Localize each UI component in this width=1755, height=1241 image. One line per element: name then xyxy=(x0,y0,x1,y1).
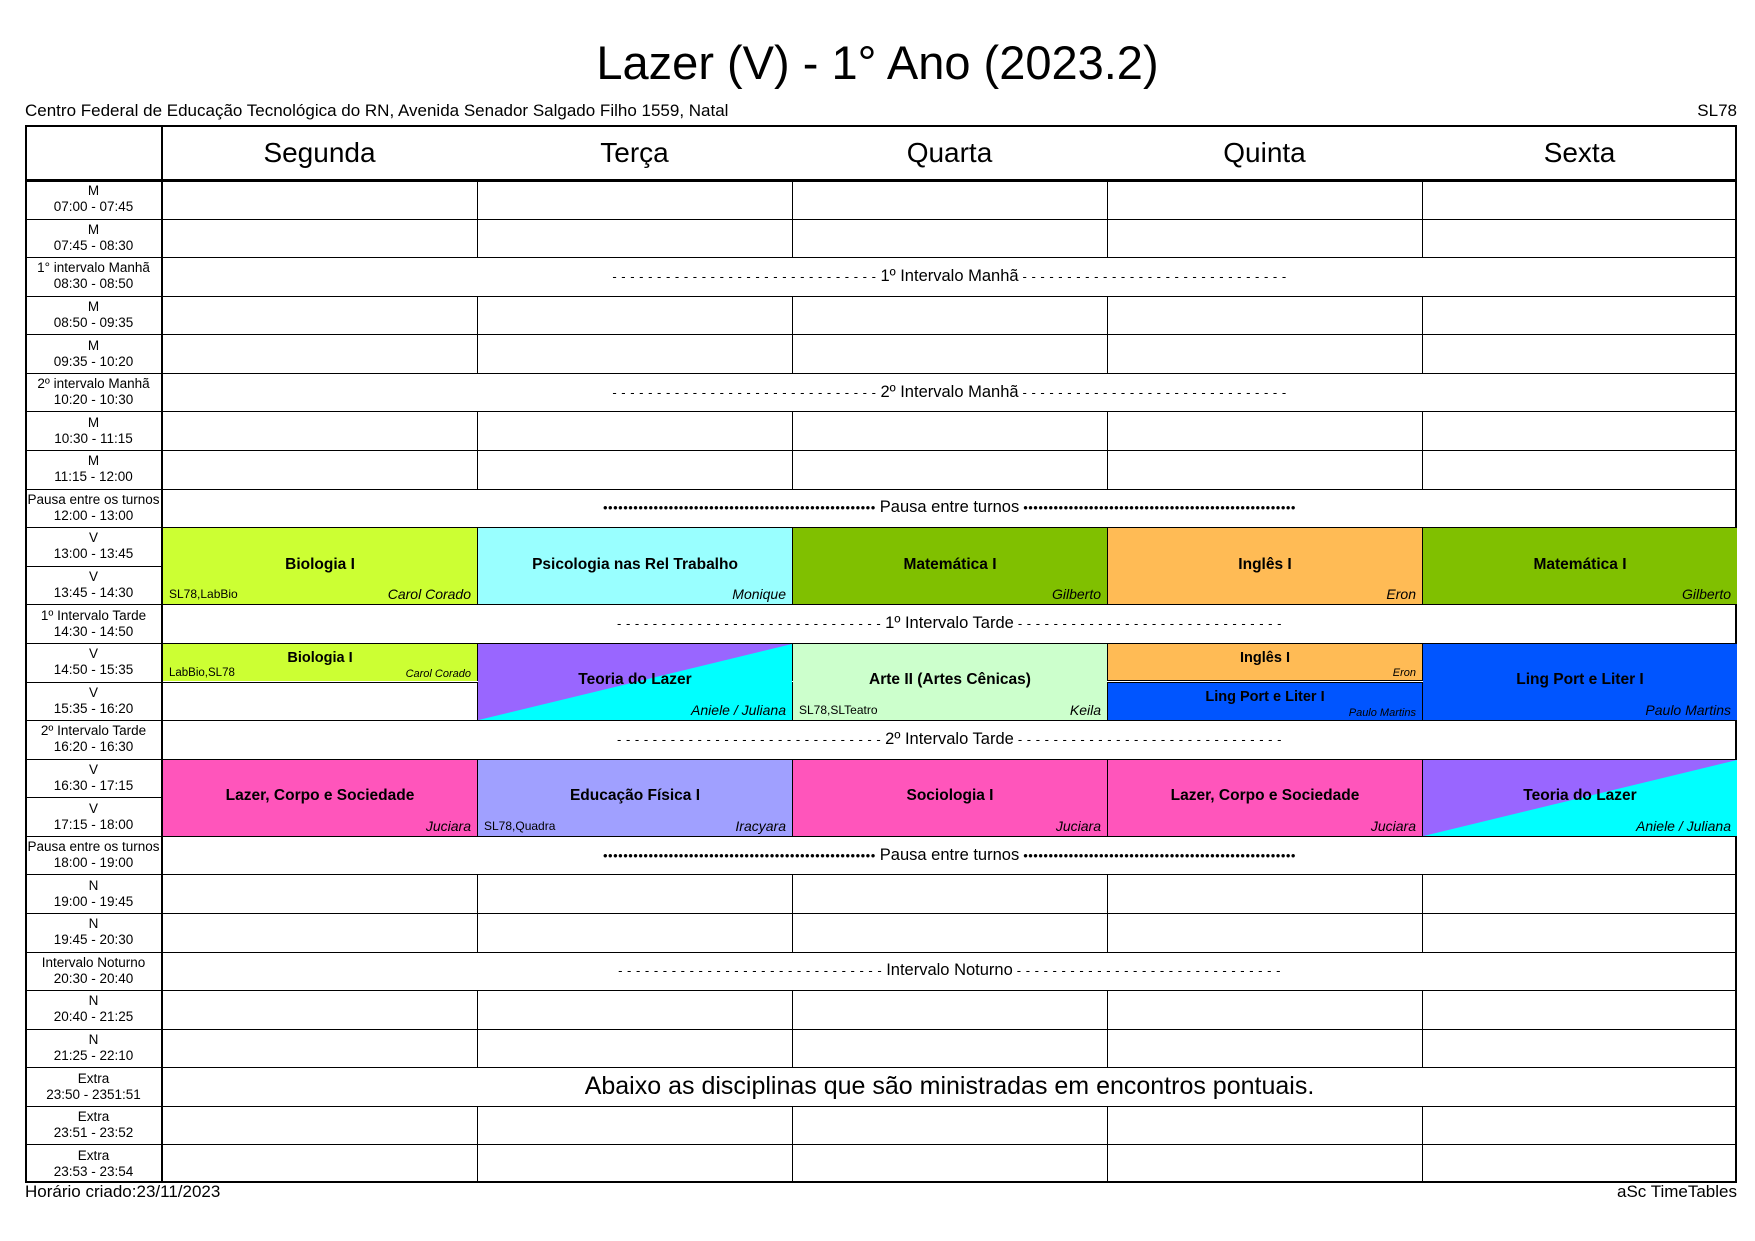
day-divider xyxy=(792,1106,793,1145)
period-name: V xyxy=(88,569,98,585)
period-label xyxy=(25,1144,162,1183)
break-filler: - - - - - - - - - - - - - - - - - - - - - - - - - - - - - - xyxy=(618,963,883,979)
lesson-arte-ii-artes-cenicas[interactable] xyxy=(793,644,1107,720)
break-filler: - - - - - - - - - - - - - - - - - - - - - - - - - - - - - - xyxy=(1022,384,1287,400)
break-filler: •••••••••••••••••••••••••••••••••••••••••••••••••••••• xyxy=(603,847,876,863)
day-divider xyxy=(1107,874,1108,913)
period-label xyxy=(25,450,162,489)
day-divider xyxy=(1422,1029,1423,1068)
created-date: Horário criado:23/11/2023 xyxy=(25,1182,221,1201)
period-label xyxy=(25,643,162,682)
lesson-teacher: Juciara xyxy=(1055,817,1101,834)
period-time: 11:15 - 12:00 xyxy=(54,469,133,485)
day-divider xyxy=(1422,913,1423,952)
period-time: 23:53 - 23:54 xyxy=(53,1163,134,1179)
period-label xyxy=(25,1029,162,1068)
period-time: 23:51 - 23:52 xyxy=(53,1125,134,1141)
break-row-1-intervalo-manha xyxy=(162,257,1737,296)
period-time: 10:30 - 11:15 xyxy=(54,430,133,446)
period-name: Pausa entre os turnos xyxy=(27,491,160,507)
day-divider xyxy=(1107,296,1108,335)
period-name: M xyxy=(87,337,100,353)
day-divider xyxy=(792,180,793,219)
period-label xyxy=(25,257,162,296)
lesson-teacher: Carol Corado xyxy=(405,668,471,681)
day-divider xyxy=(792,219,793,258)
page-title: Lazer (V) - 1° Ano (2023.2) xyxy=(596,36,1159,89)
break-filler: - - - - - - - - - - - - - - - - - - - - - - - - - - - - - - xyxy=(1017,616,1282,632)
break-filler: •••••••••••••••••••••••••••••••••••••••••••••••••••••• xyxy=(603,500,876,516)
lesson-subject: Lazer, Corpo e Sociedade xyxy=(225,787,415,805)
period-label xyxy=(25,566,162,605)
day-divider xyxy=(477,334,478,373)
period-name: M xyxy=(87,414,100,430)
period-time: 10:20 - 10:30 xyxy=(53,392,134,408)
lesson-teacher: Gilberto xyxy=(1681,586,1731,603)
lesson-subject: Lazer, Corpo e Sociedade xyxy=(1170,787,1360,805)
lesson-teacher: Aniele / Juliana xyxy=(1636,817,1731,834)
day-divider xyxy=(1422,296,1423,335)
period-time: 07:00 - 07:45 xyxy=(53,199,134,215)
period-name: Pausa entre os turnos xyxy=(27,839,160,855)
break-label: Abaixo as disciplinas que são ministradas em encontros pontuais. xyxy=(584,1072,1315,1101)
row-divider xyxy=(25,990,1737,991)
lesson-teoria-do-lazer[interactable] xyxy=(1423,760,1737,836)
day-divider xyxy=(1107,1144,1108,1183)
day-divider xyxy=(1107,180,1108,219)
day-divider xyxy=(1107,219,1108,258)
row-divider xyxy=(25,219,1737,220)
lesson-subject: Psicologia nas Rel Trabalho xyxy=(532,555,738,573)
break-label: 2º Intervalo Tarde xyxy=(885,729,1014,748)
day-divider xyxy=(477,1144,478,1183)
row-divider xyxy=(25,296,1737,297)
lesson-teacher: Iracyara xyxy=(735,817,786,834)
break-row-pausa-entre-turnos xyxy=(162,836,1737,875)
day-divider xyxy=(792,1029,793,1068)
lesson-psicologia-nas-rel-trabalho[interactable] xyxy=(478,528,792,604)
break-filler: - - - - - - - - - - - - - - - - - - - - - - - - - - - - - - xyxy=(1016,963,1281,979)
break-row-intervalo-noturno xyxy=(162,952,1737,991)
day-divider xyxy=(1107,913,1108,952)
period-label xyxy=(25,952,162,991)
period-label xyxy=(25,527,162,566)
lesson-subject: Teoria do Lazer xyxy=(1523,787,1637,805)
period-name: N xyxy=(88,1031,99,1047)
day-divider xyxy=(1422,990,1423,1029)
day-divider xyxy=(1107,1029,1108,1068)
break-label: Pausa entre turnos xyxy=(879,845,1020,864)
day-divider xyxy=(1422,219,1423,258)
period-name: V xyxy=(88,646,98,662)
period-label xyxy=(25,296,162,335)
period-time: 20:30 - 20:40 xyxy=(53,970,134,986)
day-divider xyxy=(477,1029,478,1068)
day-divider xyxy=(477,180,478,219)
break-label: Intervalo Noturno xyxy=(886,961,1013,980)
period-time: 14:30 - 14:50 xyxy=(53,623,134,639)
lesson-subject: Matemática I xyxy=(1533,555,1627,573)
break-filler: - - - - - - - - - - - - - - - - - - - - - - - - - - - - - - xyxy=(617,616,882,632)
period-name: Extra xyxy=(77,1109,110,1125)
timetable-grid xyxy=(25,125,1737,1183)
lesson-teacher: Monique xyxy=(732,586,786,603)
institution-address: Centro Federal de Educação Tecnológica do RN, Avenida Senador Salgado Filho 1559, Natal xyxy=(25,101,729,120)
period-time: 08:50 - 09:35 xyxy=(53,315,134,330)
day-divider xyxy=(1107,450,1108,489)
day-divider xyxy=(477,450,478,489)
period-name: M xyxy=(87,453,100,469)
period-label xyxy=(25,219,162,258)
period-time: 16:30 - 17:15 xyxy=(53,777,134,793)
break-label: 1º Intervalo Tarde xyxy=(885,614,1014,633)
day-divider xyxy=(1107,990,1108,1029)
break-row-1-intervalo-tarde xyxy=(162,604,1737,643)
break-row-abaixo-as-disciplinas-que-sao-ministradas-em-encontros-pontuais xyxy=(162,1067,1737,1106)
lesson-teacher: Aniele / Juliana xyxy=(691,702,786,719)
break-filler: - - - - - - - - - - - - - - - - - - - - - - - - - - - - - - xyxy=(1017,731,1282,747)
period-time: 19:00 - 19:45 xyxy=(53,893,134,909)
software-credit: aSc TimeTables xyxy=(1617,1182,1737,1201)
period-name: V xyxy=(88,684,98,700)
period-name: M xyxy=(87,183,100,199)
lesson-lazer-corpo-e-sociedade[interactable] xyxy=(163,760,477,836)
day-divider xyxy=(792,296,793,335)
period-name: Intervalo Noturno xyxy=(41,954,146,970)
day-header-quarta: Quarta xyxy=(906,136,993,168)
period-time: 09:35 - 10:20 xyxy=(53,353,134,369)
period-label xyxy=(25,373,162,412)
period-name: N xyxy=(88,993,99,1009)
break-label: 1º Intervalo Manhã xyxy=(880,266,1019,285)
period-time: 21:25 - 22:10 xyxy=(53,1047,134,1063)
lesson-biologia-i[interactable] xyxy=(163,644,477,682)
day-divider xyxy=(1422,450,1423,489)
lesson-room: SL78,SLTeatro xyxy=(799,703,878,718)
lesson-teacher: Eron xyxy=(1386,586,1416,603)
lesson-teacher: Keila xyxy=(1069,702,1101,719)
period-name: 2º intervalo Manhã xyxy=(37,376,150,392)
day-header-terca: Terça xyxy=(600,136,669,168)
break-filler: •••••••••••••••••••••••••••••••••••••••••••••••••••••• xyxy=(1023,847,1296,863)
row-divider xyxy=(25,1029,1737,1030)
day-divider xyxy=(477,874,478,913)
period-label xyxy=(25,489,162,528)
period-label xyxy=(25,1106,162,1145)
period-label xyxy=(25,836,162,875)
day-divider xyxy=(1107,411,1108,450)
period-time: 07:45 - 08:30 xyxy=(53,237,134,253)
lesson-teoria-do-lazer[interactable] xyxy=(478,644,792,720)
period-time: 23:50 - 2351:51 xyxy=(46,1086,141,1102)
lesson-teacher: Carol Corado xyxy=(387,586,471,603)
period-name: V xyxy=(88,530,98,546)
break-filler: - - - - - - - - - - - - - - - - - - - - - - - - - - - - - - xyxy=(612,384,877,400)
lesson-ingles-i[interactable] xyxy=(1108,528,1422,604)
period-time: 13:45 - 14:30 xyxy=(53,585,134,601)
period-label xyxy=(25,720,162,759)
lesson-room: SL78,LabBio xyxy=(169,587,238,602)
period-label xyxy=(25,334,162,373)
day-divider xyxy=(792,990,793,1029)
row-divider xyxy=(25,913,1737,914)
period-time: 20:40 - 21:25 xyxy=(53,1009,134,1025)
lesson-subject: Biologia I xyxy=(287,649,353,666)
period-time: 13:00 - 13:45 xyxy=(53,546,134,562)
day-divider xyxy=(792,874,793,913)
period-name: N xyxy=(88,916,99,932)
lesson-teacher: Paulo Martins xyxy=(1645,702,1731,719)
day-divider xyxy=(1422,411,1423,450)
break-row-2-intervalo-manha xyxy=(162,373,1737,412)
break-filler: - - - - - - - - - - - - - - - - - - - - - - - - - - - - - - xyxy=(617,731,882,747)
lesson-ingles-i[interactable] xyxy=(1108,644,1422,682)
period-label xyxy=(25,682,162,721)
period-name: V xyxy=(88,800,98,816)
lesson-educacao-fisica-i[interactable] xyxy=(478,760,792,836)
period-time: 17:15 - 18:00 xyxy=(53,816,134,832)
period-time: 08:30 - 08:50 xyxy=(53,276,134,292)
row-divider xyxy=(25,874,1737,875)
period-name: M xyxy=(87,299,100,314)
break-filler: - - - - - - - - - - - - - - - - - - - - - - - - - - - - - - xyxy=(612,268,877,284)
period-time: 18:00 - 19:00 xyxy=(53,855,134,871)
lesson-matematica-i[interactable] xyxy=(793,528,1107,604)
lesson-subject: Matemática I xyxy=(903,555,997,573)
period-label xyxy=(25,180,162,219)
period-label xyxy=(25,990,162,1029)
day-divider xyxy=(1422,1144,1423,1183)
lesson-subject: Biologia I xyxy=(285,555,355,573)
day-divider xyxy=(477,913,478,952)
lesson-ling-port-e-liter-i[interactable] xyxy=(1423,644,1737,720)
period-label xyxy=(25,1067,162,1106)
day-divider xyxy=(792,450,793,489)
period-label xyxy=(25,411,162,450)
room-code: SL78 xyxy=(1697,101,1737,120)
lesson-teacher: Gilberto xyxy=(1051,586,1101,603)
period-label xyxy=(25,604,162,643)
day-divider xyxy=(477,990,478,1029)
day-divider xyxy=(1422,180,1423,219)
period-label xyxy=(25,759,162,798)
break-label: Pausa entre turnos xyxy=(879,498,1020,517)
lesson-subject: Educação Física I xyxy=(569,787,701,805)
lesson-subject: Ling Port e Liter I xyxy=(1516,671,1644,689)
period-name: 2º Intervalo Tarde xyxy=(40,723,147,739)
lesson-teacher: Juciara xyxy=(425,817,471,834)
day-divider xyxy=(1422,334,1423,373)
day-divider xyxy=(477,1106,478,1145)
period-name: Extra xyxy=(77,1147,110,1163)
break-label: 2º Intervalo Manhã xyxy=(880,382,1019,401)
period-name: Extra xyxy=(77,1070,110,1086)
lesson-biologia-i[interactable] xyxy=(163,528,477,604)
day-divider xyxy=(477,296,478,335)
period-name: V xyxy=(88,761,98,777)
day-divider xyxy=(477,219,478,258)
day-header-sexta: Sexta xyxy=(1543,136,1616,168)
period-time: 12:00 - 13:00 xyxy=(53,507,134,523)
day-divider xyxy=(792,913,793,952)
break-filler: - - - - - - - - - - - - - - - - - - - - - - - - - - - - - - xyxy=(1022,268,1287,284)
day-divider xyxy=(1422,874,1423,913)
row-divider xyxy=(25,334,1737,335)
period-time: 15:35 - 16:20 xyxy=(53,700,134,716)
period-time: 19:45 - 20:30 xyxy=(53,932,134,948)
day-divider xyxy=(792,334,793,373)
lesson-sociologia-i[interactable] xyxy=(793,760,1107,836)
lesson-room: SL78,Quadra xyxy=(484,818,556,833)
lesson-subject: Sociologia I xyxy=(906,787,994,805)
day-divider xyxy=(792,1144,793,1183)
grid-border xyxy=(25,1181,1737,1183)
day-divider xyxy=(1107,334,1108,373)
row-divider xyxy=(25,450,1737,451)
lesson-subject: Teoria do Lazer xyxy=(578,671,692,689)
day-divider xyxy=(1422,1106,1423,1145)
period-label xyxy=(25,913,162,952)
day-divider xyxy=(1107,1106,1108,1145)
lesson-lazer-corpo-e-sociedade[interactable] xyxy=(1108,760,1422,836)
lesson-ling-port-e-liter-i[interactable] xyxy=(1108,683,1422,721)
period-name: 1º Intervalo Tarde xyxy=(40,607,147,623)
break-row-pausa-entre-turnos xyxy=(162,489,1737,528)
period-name: N xyxy=(88,877,99,893)
lesson-subject: Inglês I xyxy=(1240,649,1290,666)
row-divider xyxy=(25,1144,1737,1145)
row-divider xyxy=(25,1106,1737,1107)
lesson-teacher: Paulo Martins xyxy=(1348,707,1416,720)
period-time: 14:50 - 15:35 xyxy=(53,662,134,678)
day-header-quinta: Quinta xyxy=(1223,136,1306,168)
break-filler: •••••••••••••••••••••••••••••••••••••••••••••••••••••• xyxy=(1023,500,1296,516)
lesson-room: LabBio,SL78 xyxy=(169,667,235,680)
period-name: M xyxy=(87,221,100,237)
period-time: 16:20 - 16:30 xyxy=(53,739,134,755)
period-label xyxy=(25,797,162,836)
lesson-teacher: Eron xyxy=(1392,667,1416,680)
lesson-matematica-i[interactable] xyxy=(1423,528,1737,604)
lesson-subject: Inglês I xyxy=(1238,555,1292,573)
lesson-subject: Arte II (Artes Cênicas) xyxy=(869,671,1031,689)
day-header-segunda: Segunda xyxy=(263,136,376,168)
break-row-2-intervalo-tarde xyxy=(162,720,1737,759)
lesson-teacher: Juciara xyxy=(1370,817,1416,834)
period-name: 1° intervalo Manhã xyxy=(37,260,150,276)
day-divider xyxy=(792,411,793,450)
row-divider xyxy=(25,411,1737,412)
period-label xyxy=(25,874,162,913)
lesson-subject: Ling Port e Liter I xyxy=(1205,688,1325,705)
day-divider xyxy=(477,411,478,450)
